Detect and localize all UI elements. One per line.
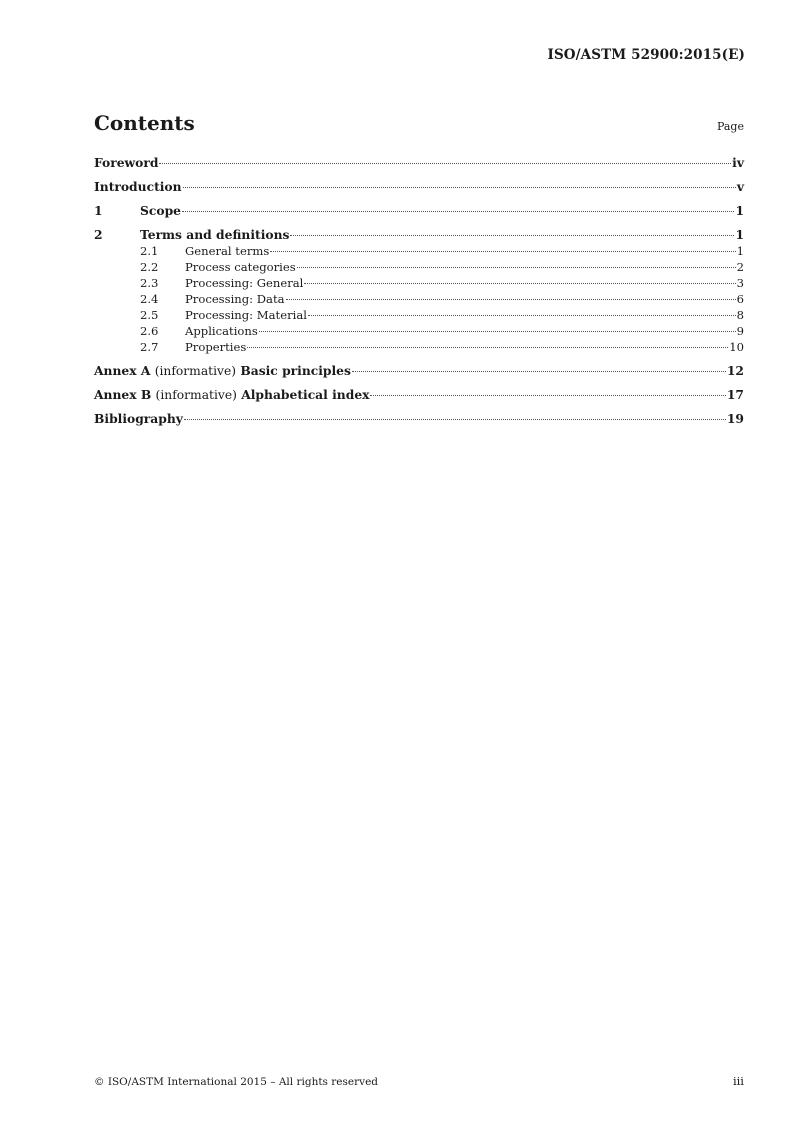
dot-leader xyxy=(304,283,735,284)
toc-label: Introduction xyxy=(94,179,182,194)
toc-number: 2 xyxy=(94,227,103,242)
dot-leader xyxy=(308,315,736,316)
toc-entry-foreword[interactable] xyxy=(94,155,744,171)
toc-page: iv xyxy=(732,155,744,170)
toc-page: 1 xyxy=(735,227,744,242)
toc-label: General terms xyxy=(185,244,270,258)
toc-page: 8 xyxy=(736,308,744,322)
dot-leader xyxy=(159,163,731,164)
toc-entry-bibliography[interactable] xyxy=(94,411,744,427)
toc-number: 2.7 xyxy=(140,340,159,354)
toc-label: Properties xyxy=(185,340,247,354)
toc-page: 2 xyxy=(736,260,744,274)
toc-label: Processing: Material xyxy=(185,308,307,322)
toc-page: 19 xyxy=(726,411,744,426)
toc-page: 3 xyxy=(736,276,744,290)
dot-leader xyxy=(270,251,735,252)
toc-subentry-2-3[interactable] xyxy=(94,275,744,291)
toc-label: Processing: Data xyxy=(185,292,285,306)
dot-leader xyxy=(182,211,734,212)
toc-subentry-2-5[interactable] xyxy=(94,307,744,323)
toc-subentry-2-2[interactable] xyxy=(94,259,744,275)
table-of-contents xyxy=(94,155,744,427)
contents-title-row xyxy=(94,111,744,135)
toc-number: 2.1 xyxy=(140,244,159,258)
annex-prefix: Annex A xyxy=(94,363,151,378)
toc-subentry-2-1[interactable] xyxy=(94,243,744,259)
toc-label xyxy=(94,363,351,379)
document-id: ISO/ASTM 52900:2015(E) xyxy=(547,47,745,63)
toc-page: 1 xyxy=(736,244,744,258)
annex-qualifier: (informative) xyxy=(155,388,237,402)
dot-leader xyxy=(370,395,725,396)
toc-entry-annex-b[interactable] xyxy=(94,387,744,403)
page-footer xyxy=(94,1074,744,1088)
dot-leader xyxy=(259,331,736,332)
toc-label xyxy=(94,387,369,403)
dot-leader xyxy=(290,235,734,236)
toc-page: 12 xyxy=(726,363,744,378)
dot-leader xyxy=(297,267,736,268)
dot-leader xyxy=(183,187,736,188)
toc-entry-scope[interactable] xyxy=(94,203,744,219)
toc-label: Processing: General xyxy=(185,276,304,290)
toc-entry-terms-and-definitions[interactable] xyxy=(94,227,744,243)
toc-label: Scope xyxy=(140,203,181,218)
toc-number: 2.3 xyxy=(140,276,159,290)
toc-subentry-2-6[interactable] xyxy=(94,323,744,339)
toc-page: 10 xyxy=(729,340,744,354)
toc-number: 2.2 xyxy=(140,260,159,274)
page-title: Contents xyxy=(94,111,195,135)
toc-number: 2.4 xyxy=(140,292,159,306)
copyright-notice: © ISO/ASTM International 2015 – All rights reserved xyxy=(94,1076,379,1088)
toc-subentry-2-7[interactable] xyxy=(94,339,744,355)
toc-entry-annex-a[interactable] xyxy=(94,363,744,379)
dot-leader xyxy=(352,371,726,372)
toc-page: 1 xyxy=(735,203,744,218)
page-column-label: Page xyxy=(716,120,744,133)
toc-label: Terms and definitions xyxy=(140,227,290,242)
dot-leader xyxy=(286,299,736,300)
annex-prefix: Annex B xyxy=(94,387,152,402)
toc-page: 6 xyxy=(736,292,744,306)
dot-leader xyxy=(247,347,728,348)
annex-qualifier: (informative) xyxy=(154,364,237,378)
dot-leader xyxy=(184,419,726,420)
toc-label: Process categories xyxy=(185,260,296,274)
toc-page: 9 xyxy=(736,324,744,338)
toc-page: 17 xyxy=(726,387,744,402)
toc-label: Foreword xyxy=(94,155,159,170)
annex-title: Basic principles xyxy=(240,363,351,378)
toc-subentry-2-4[interactable] xyxy=(94,291,744,307)
toc-entry-introduction[interactable] xyxy=(94,179,744,195)
toc-number: 2.6 xyxy=(140,324,159,338)
page-number: iii xyxy=(732,1074,744,1088)
toc-label: Applications xyxy=(185,324,258,338)
toc-page: v xyxy=(736,179,744,194)
toc-number: 2.5 xyxy=(140,308,159,322)
toc-number: 1 xyxy=(94,203,103,218)
annex-title: Alphabetical index xyxy=(241,387,370,402)
toc-label: Bibliography xyxy=(94,411,183,426)
